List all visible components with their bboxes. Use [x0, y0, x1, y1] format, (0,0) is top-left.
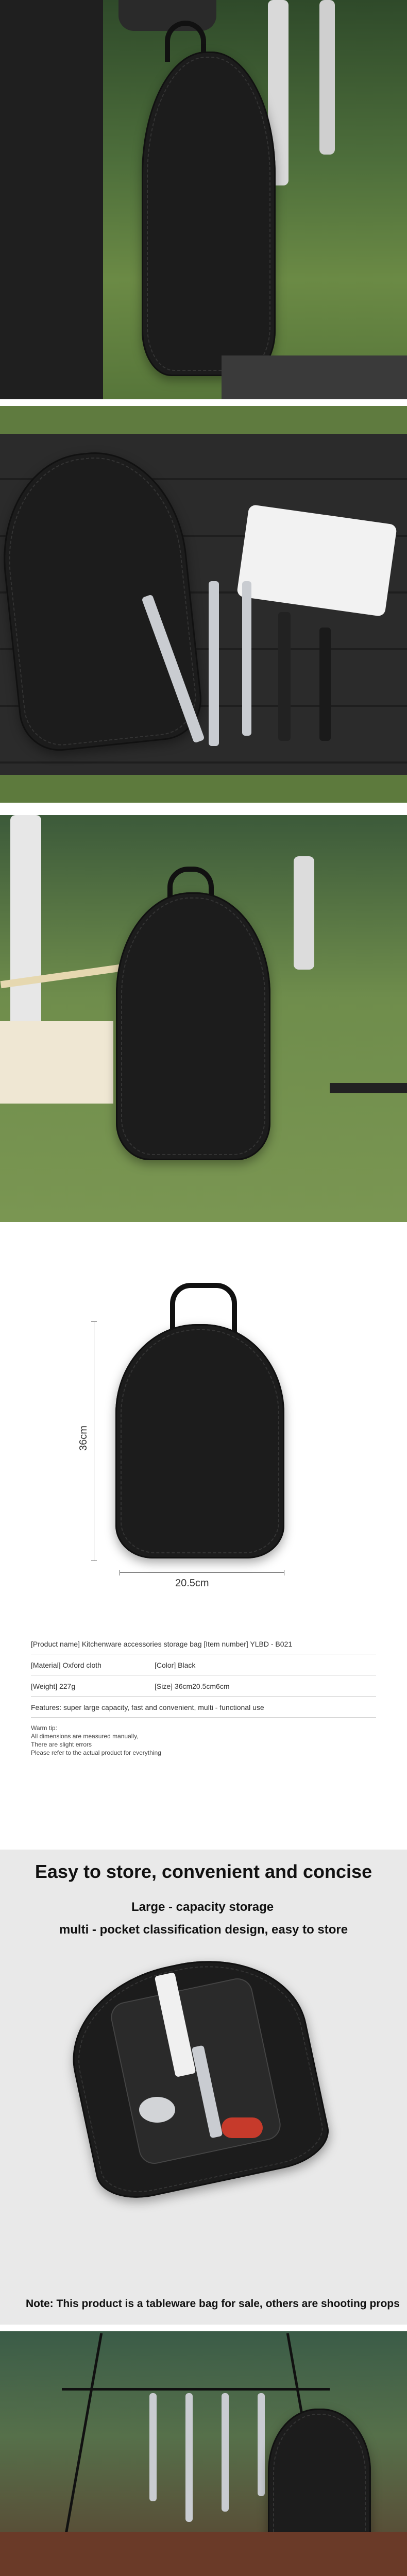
spec-row: [31, 1697, 376, 1718]
height-label: 36cm: [77, 1426, 89, 1451]
open-bag-illustration: [77, 1942, 319, 2190]
warm-tip-line: All dimensions are measured manually,: [31, 1733, 139, 1740]
spoon: [242, 581, 251, 736]
spec-row: [31, 1654, 376, 1675]
warm-tip: [31, 1724, 376, 1757]
width-measure-line: [120, 1572, 284, 1573]
storage-bag: [142, 52, 276, 376]
spec-row: [31, 1675, 376, 1697]
hand: [118, 0, 216, 31]
color: [Color] Black: [155, 1661, 196, 1669]
chair-photo: [0, 815, 407, 1222]
warm-tip-line: There are slight errors: [31, 1741, 92, 1748]
scissors: [319, 628, 331, 741]
storage-bag: [115, 1324, 284, 1558]
product-name: [Product name] Kitchenware accessories storage bag [Item number] YLBD - B021: [31, 1640, 293, 1648]
person-legs: [0, 0, 103, 399]
storage-bag: [116, 892, 270, 1160]
storage-subtitle: multi - pocket classification design, easy to store: [59, 1923, 348, 1937]
hanging-photo: [0, 2331, 407, 2576]
material: [Material] Oxford cloth: [31, 1661, 101, 1669]
ladle: [139, 2097, 175, 2123]
weight: [Weight] 227g: [31, 1682, 76, 1690]
features: Features: super large capacity, fast and convenient, multi - functional use: [31, 1703, 264, 1711]
ladle: [209, 581, 219, 746]
storage-infographic: [0, 1850, 407, 2325]
bench: [222, 355, 407, 399]
ladle: [185, 2393, 193, 2522]
hero-photo: [0, 0, 407, 399]
table-photo: [0, 406, 407, 803]
storage-note: Note: This product is a tableware bag for sale, others are shooting props: [26, 2298, 400, 2310]
width-label: 20.5cm: [175, 1578, 209, 1589]
table-edge: [330, 1083, 407, 1093]
storage-subtitle: Large - capacity storage: [131, 1900, 274, 1914]
spoon: [149, 2393, 157, 2501]
warm-tip-title: Warm tip:: [31, 1724, 57, 1732]
spec-row: [31, 1633, 376, 1654]
scissors: [222, 2117, 263, 2138]
storage-bag: [0, 444, 206, 755]
dimension-diagram: [0, 1257, 407, 1628]
table: [0, 2532, 407, 2576]
spatula: [222, 2393, 229, 2512]
storage-title: Easy to store, convenient and concise: [35, 1861, 372, 1882]
knife: [278, 612, 291, 741]
warm-tip-line: Please refer to the actual product for everything: [31, 1749, 161, 1756]
size: [Size] 36cm20.5cm6cm: [155, 1682, 230, 1690]
cutting-board: [236, 504, 397, 617]
tongs: [258, 2393, 265, 2496]
spec-table: [31, 1633, 376, 1757]
